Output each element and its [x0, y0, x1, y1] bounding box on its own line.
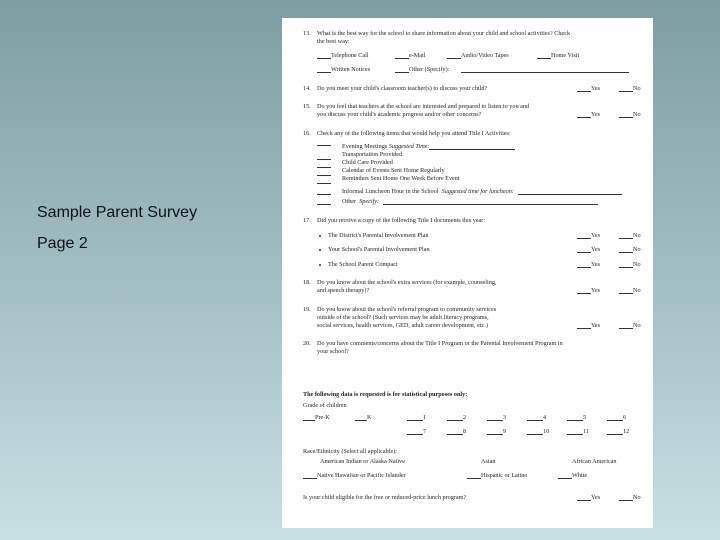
q13-other-field[interactable]	[461, 66, 629, 73]
checkbox-blank[interactable]	[395, 66, 409, 73]
q17-bullet1: The District's Parental Involvement Plan	[328, 232, 429, 239]
grade-3[interactable]: 3	[487, 414, 506, 421]
q15-text-line2: you discuss your child's academic progress and/or other concerns?	[317, 111, 482, 118]
q13-option-home-visit[interactable]: Home Visit	[537, 52, 579, 59]
race-hispanic[interactable]: Hispanic or Latino	[467, 472, 527, 479]
lunch-no[interactable]: No	[619, 494, 641, 501]
q16-item1-blank[interactable]	[317, 139, 331, 146]
q17-number: 17.	[303, 217, 311, 224]
race-hawaiian[interactable]: Native Hawaiian or Pacific Islander	[303, 472, 406, 479]
grade-11[interactable]: 11	[567, 428, 589, 435]
q17-b1-no[interactable]: No	[619, 232, 641, 239]
q16-item6: Informal Luncheon Hour in the School Suggested time for luncheon:	[342, 188, 622, 195]
q17-b3-no[interactable]: No	[619, 261, 641, 268]
q14-yes[interactable]: Yes	[577, 85, 600, 92]
q13-option-audio-video[interactable]: Audio/Video Tapes	[447, 52, 509, 59]
q16-item6-blank[interactable]	[317, 188, 331, 195]
q19-text-line2: outside of the school? (Such services may be adult literacy programs,	[317, 314, 489, 321]
q15-no[interactable]: No	[619, 111, 641, 118]
q19-no[interactable]: No	[619, 322, 641, 329]
q14-number: 14.	[303, 85, 311, 92]
checkbox-blank[interactable]	[317, 52, 331, 59]
q20-number: 20.	[303, 340, 311, 347]
q18-no[interactable]: No	[619, 287, 641, 294]
race-american-indian[interactable]: American Indian or Alaska Native	[320, 458, 405, 465]
q16-item1: Evening Meetings Suggested Time:	[342, 143, 515, 150]
slide-caption-title: Sample Parent Survey	[37, 204, 198, 221]
grade-2[interactable]: 2	[447, 414, 466, 421]
q18-number: 18.	[303, 279, 311, 286]
grade-12[interactable]: 12	[607, 428, 629, 435]
q16-item3: Child Care Provided	[342, 159, 393, 166]
q16-item5: Reminders Sent Home One Week Before Event	[342, 175, 460, 182]
stats-heading: The following data is requested is for statistical purposes only:	[303, 391, 468, 398]
race-african-american[interactable]: African American	[572, 458, 617, 465]
survey-page	[282, 18, 653, 528]
checkbox-blank[interactable]	[395, 52, 409, 59]
q17-bullet2: Your School's Parental Involvement Plan	[328, 246, 430, 253]
q17-text: Did you receive a copy of the following Title I documents this year:	[317, 217, 486, 224]
grade-5[interactable]: 5	[567, 414, 586, 421]
slide-caption-page: Page 2	[37, 235, 88, 252]
q16-item5-blank[interactable]	[317, 177, 331, 184]
q13-option-email[interactable]: e-Mail	[395, 52, 426, 59]
q20-text-line1: Do you have comments/concerns about the Title I Program or the Parental Involvement Program in	[317, 340, 563, 347]
q16-text: Check any of the following items that would help you attend Title I Activities:	[317, 130, 511, 137]
bullet-icon	[319, 264, 321, 266]
grade-10[interactable]: 10	[527, 428, 549, 435]
checkbox-blank[interactable]	[537, 52, 551, 59]
q13-number: 13.	[303, 30, 311, 37]
race-asian[interactable]: Asian	[481, 458, 496, 465]
bullet-icon	[319, 249, 321, 251]
checkbox-blank[interactable]	[317, 66, 331, 73]
q19-text-line3: social services, health services, GED, adult career development, etc.)	[317, 322, 488, 329]
race-white[interactable]: White	[558, 472, 587, 479]
q19-yes[interactable]: Yes	[577, 322, 600, 329]
q15-yes[interactable]: Yes	[577, 111, 600, 118]
q15-number: 15.	[303, 103, 311, 110]
q17-b1-yes[interactable]: Yes	[577, 232, 600, 239]
q17-b2-no[interactable]: No	[619, 246, 641, 253]
q13-text-line2: the best way:	[317, 38, 350, 45]
checkbox-blank[interactable]	[447, 52, 461, 59]
q19-text-line1: Do you know about the school's referral program to community services	[317, 306, 497, 313]
q16-item4-blank[interactable]	[317, 169, 331, 176]
race-label: Race/Ethnicity (Select all applicable):	[303, 448, 397, 455]
grade-9[interactable]: 9	[487, 428, 506, 435]
grade-7[interactable]: 7	[407, 428, 426, 435]
q14-no[interactable]: No	[619, 85, 641, 92]
q18-text-line1: Do you know about the school's extra services (for example, counseling,	[317, 279, 497, 286]
grade-6[interactable]: 6	[607, 414, 626, 421]
q13-option-written[interactable]: Written Notices	[317, 66, 370, 73]
grade-label: Grade of children	[303, 402, 347, 409]
q16-item2-blank[interactable]	[317, 153, 331, 160]
q17-b3-yes[interactable]: Yes	[577, 261, 600, 268]
q17-bullet3: The School Parent Compact	[328, 261, 398, 268]
q20-text-line2: your school?	[317, 348, 349, 355]
q16-item7-blank[interactable]	[317, 198, 331, 205]
q18-yes[interactable]: Yes	[577, 287, 600, 294]
grade-8[interactable]: 8	[447, 428, 466, 435]
q16-number: 16.	[303, 130, 311, 137]
q16-item4: Calendar of Events Sent Home Regularly	[342, 167, 445, 174]
lunch-yes[interactable]: Yes	[577, 494, 600, 501]
grade-prek[interactable]: Pre-K	[303, 414, 330, 421]
q15-text-line1: Do you feel that teachers at the school are interested and prepared to listen to you and	[317, 103, 530, 110]
lunch-question: Is your child eligible for the free or reduced-price lunch program?	[303, 494, 467, 501]
q13-text-line1: What is the best way for the school to share information about your child and school activities? Check	[317, 30, 571, 37]
q16-item3-blank[interactable]	[317, 161, 331, 168]
q19-number: 19.	[303, 306, 311, 313]
q16-item2: Transportation Provided	[342, 151, 403, 158]
grade-1[interactable]: 1	[407, 414, 426, 421]
bullet-icon	[319, 235, 321, 237]
q17-b2-yes[interactable]: Yes	[577, 246, 600, 253]
q14-text: Do you meet your child's classroom teacher(s) to discuss your child?	[317, 85, 488, 92]
q13-option-other[interactable]: Other (Specify):	[395, 66, 629, 73]
grade-k[interactable]: K	[355, 414, 371, 421]
grade-4[interactable]: 4	[527, 414, 546, 421]
q16-item7: Other Specify:	[342, 198, 598, 205]
q13-option-phone[interactable]: Telephone Call	[317, 52, 369, 59]
q18-text-line2: and speech therapy)?	[317, 287, 370, 294]
